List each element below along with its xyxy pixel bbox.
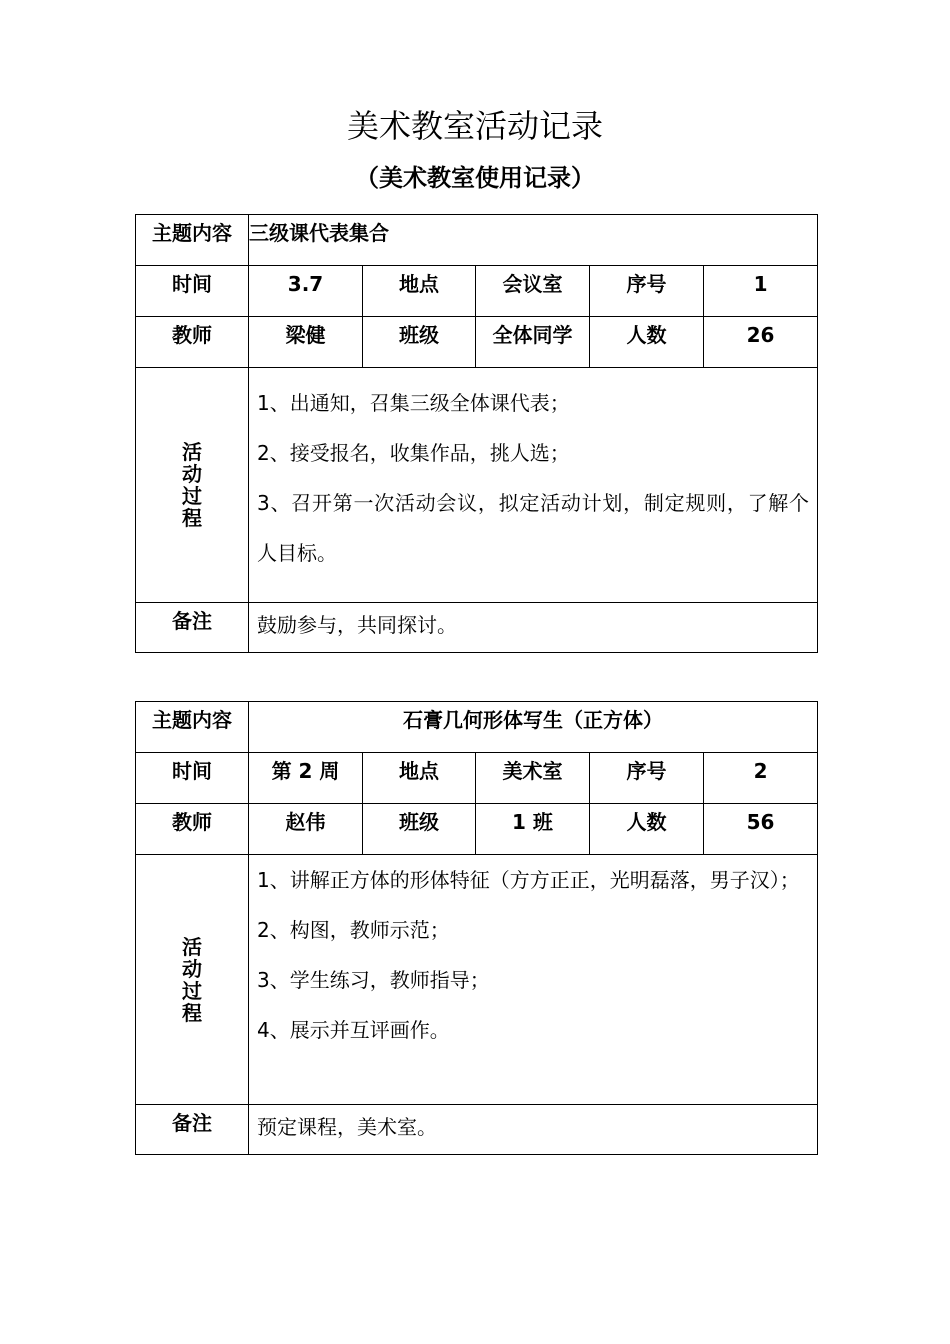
- process-label: 活 动 过 程: [182, 934, 202, 1025]
- page-subtitle: （美术教室使用记录）: [355, 164, 595, 192]
- remark-label: 备注: [136, 1105, 249, 1155]
- time-label: 时间: [136, 753, 249, 804]
- process-label-cell: [136, 855, 249, 1105]
- topic-value: 石膏几何形体写生（正方体）: [249, 702, 818, 753]
- number-label: 序号: [590, 753, 704, 804]
- record-table-1: [135, 214, 818, 653]
- process-label: 活 动 过 程: [182, 440, 202, 530]
- process-steps: [249, 368, 818, 603]
- number-value: 1: [704, 266, 818, 317]
- place-label: 地点: [363, 266, 476, 317]
- time-value: 3.7: [249, 266, 363, 317]
- topic-label: 主题内容: [136, 702, 249, 753]
- number-label: 序号: [590, 266, 704, 317]
- process-steps: [249, 855, 818, 1105]
- place-value: 美术室: [476, 753, 590, 804]
- page-title: 美术教室活动记录: [346, 107, 603, 145]
- teacher-value: 梁健: [249, 317, 363, 368]
- teacher-value: 赵伟: [249, 804, 363, 855]
- remark-value: 鼓励参与，共同探讨。: [249, 603, 818, 653]
- step-item: 1、出通知，召集三级全体课代表；: [257, 391, 570, 415]
- count-label: 人数: [590, 804, 704, 855]
- count-value: 56: [704, 804, 818, 855]
- count-value: 26: [704, 317, 818, 368]
- step-item: 3、召开第一次活动会议，拟定活动计划，制定规则，了解个人目标。: [257, 491, 810, 565]
- teacher-label: 教师: [136, 317, 249, 368]
- step-item: 4、展示并互评画作。: [257, 1018, 450, 1042]
- time-label: 时间: [136, 266, 249, 317]
- class-label: 班级: [363, 317, 476, 368]
- teacher-label: 教师: [136, 804, 249, 855]
- place-value: 会议室: [476, 266, 590, 317]
- remark-value: 预定课程，美术室。: [249, 1105, 818, 1155]
- number-value: 2: [704, 753, 818, 804]
- step-item: 3、学生练习，教师指导；: [257, 968, 490, 992]
- topic-label: 主题内容: [136, 215, 249, 266]
- process-label-cell: [136, 368, 249, 603]
- remark-label: 备注: [136, 603, 249, 653]
- class-value: 全体同学: [476, 317, 590, 368]
- record-table-2: [135, 701, 818, 1155]
- step-item: 2、接受报名，收集作品，挑人选；: [257, 441, 570, 465]
- time-value: 第 2 周: [249, 753, 363, 804]
- place-label: 地点: [363, 753, 476, 804]
- class-value: 1 班: [476, 804, 590, 855]
- step-item: 2、构图，教师示范；: [257, 918, 450, 942]
- count-label: 人数: [590, 317, 704, 368]
- topic-value: 三级课代表集合: [249, 215, 818, 266]
- class-label: 班级: [363, 804, 476, 855]
- step-item: 1、讲解正方体的形体特征（方方正正，光明磊落，男子汉）；: [257, 868, 800, 892]
